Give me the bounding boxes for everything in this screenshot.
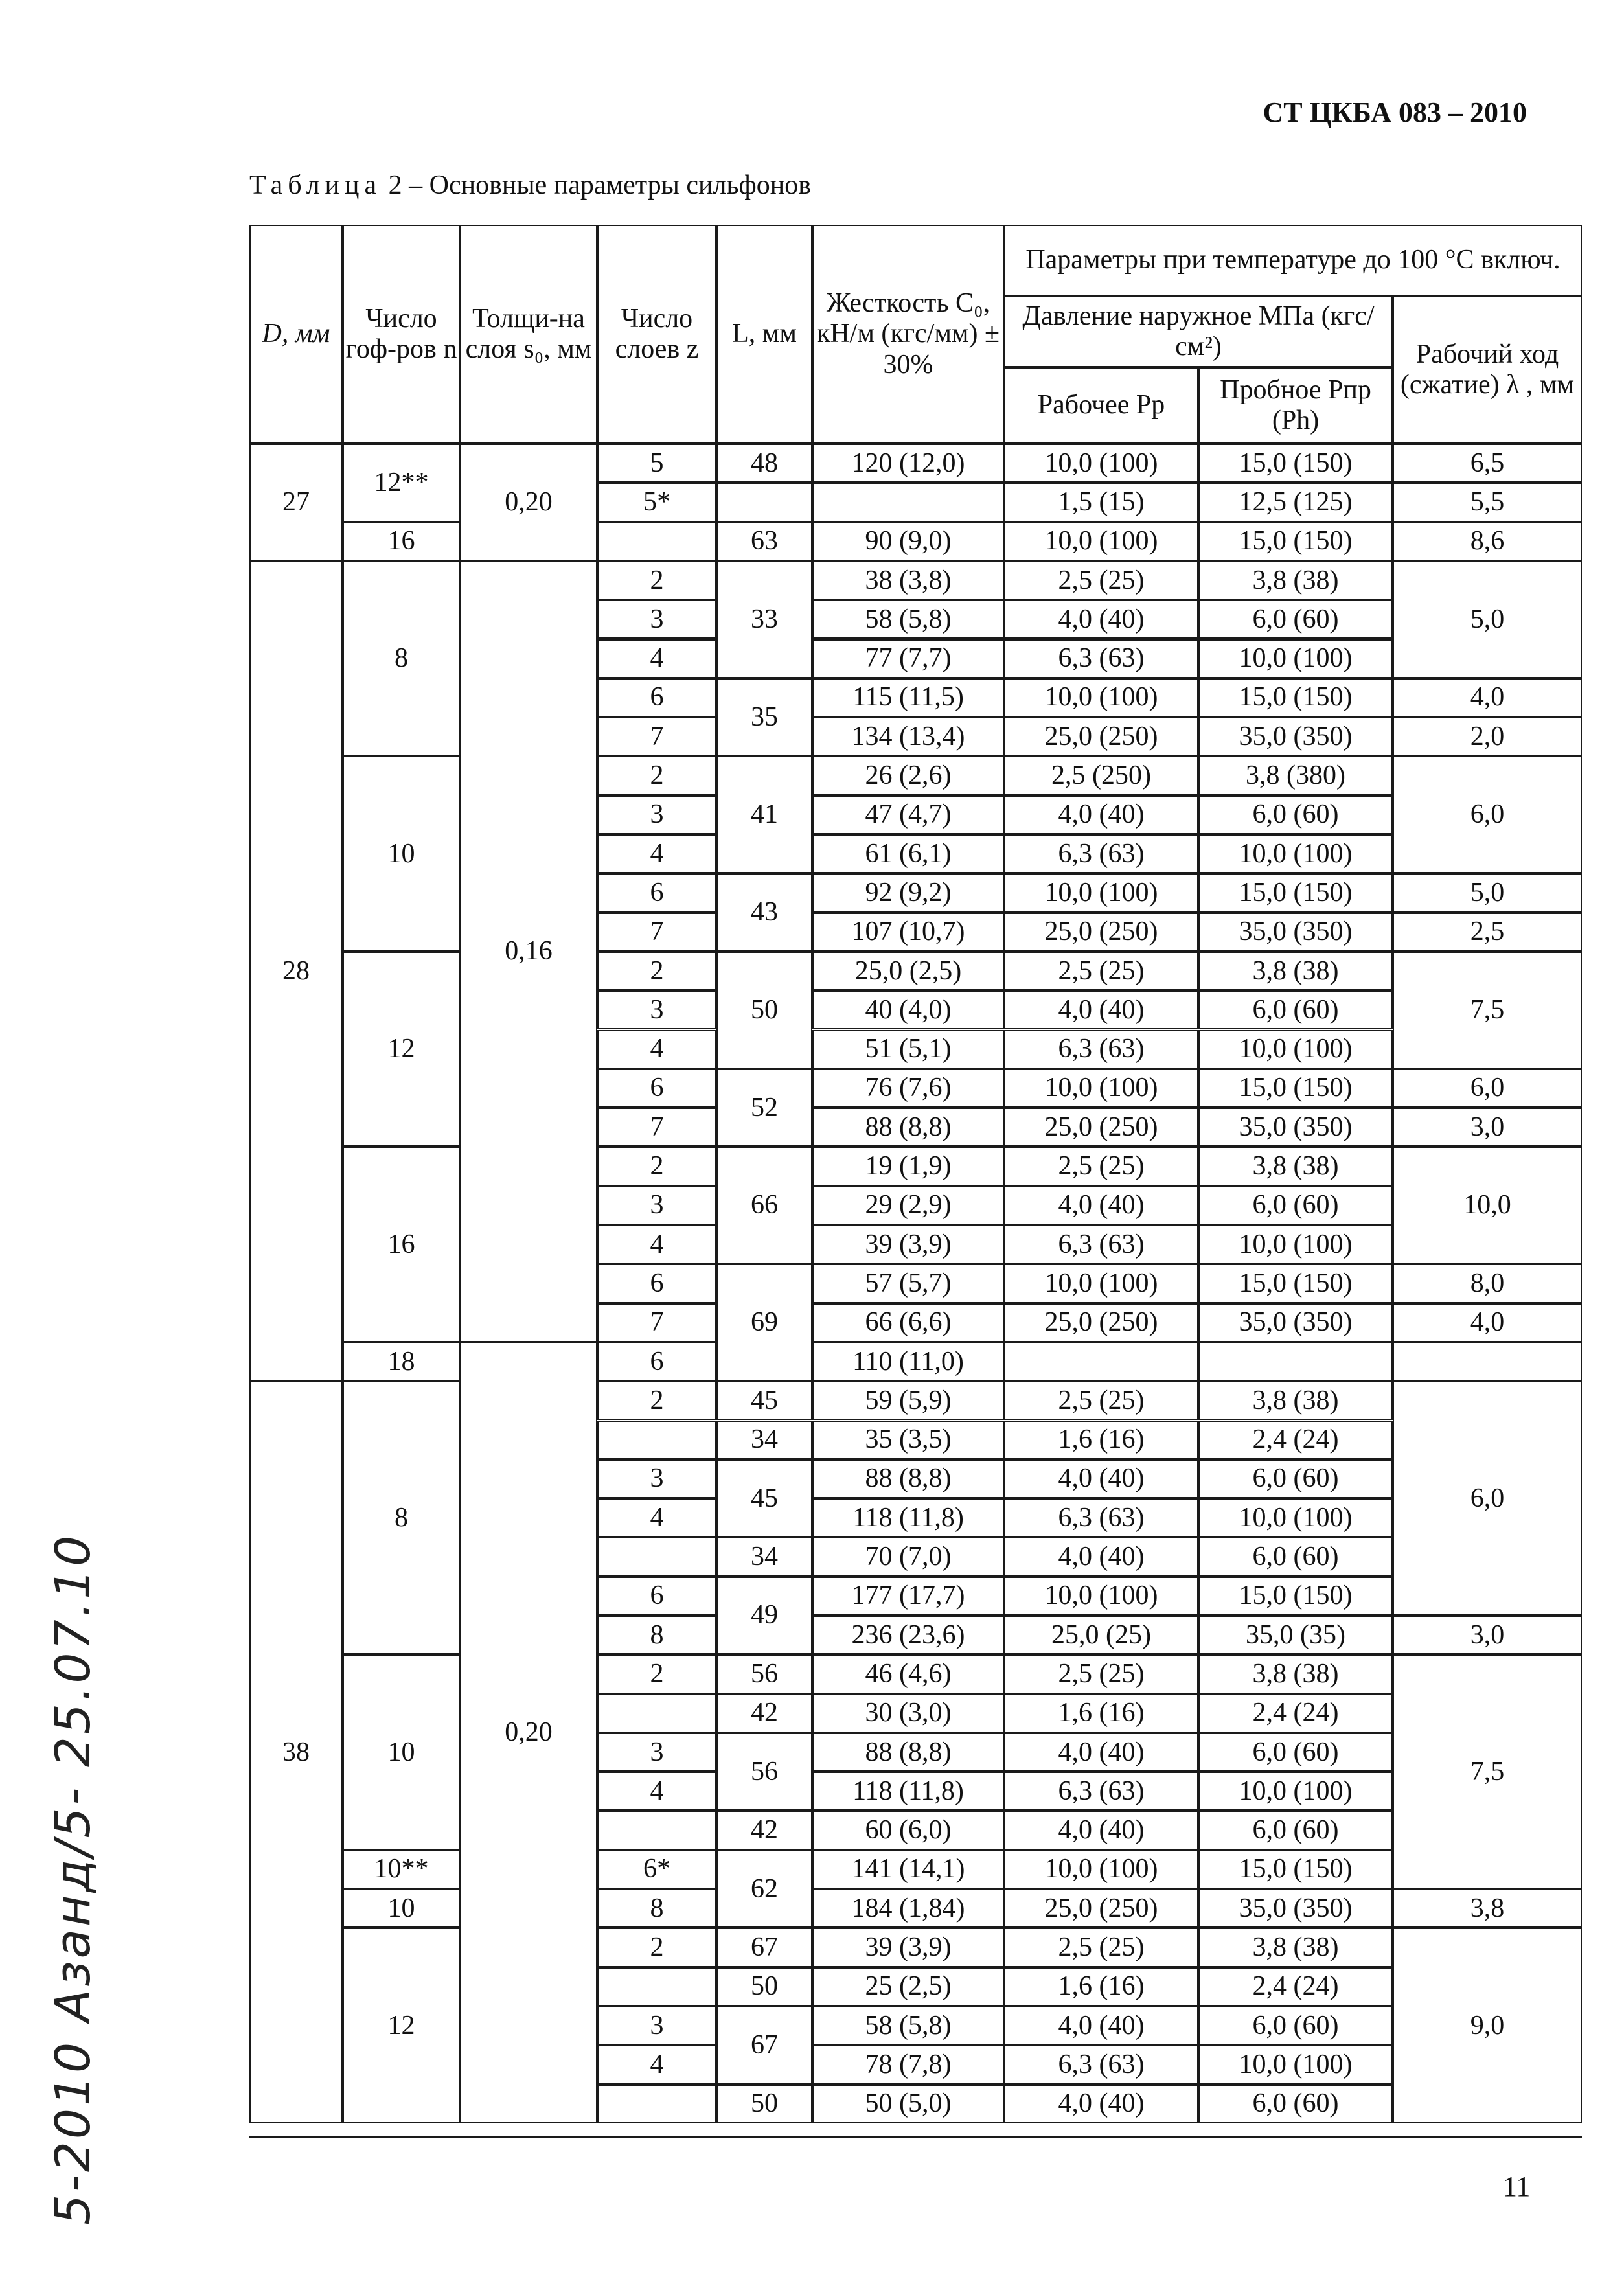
c0-value: 118 (11,8)	[812, 1498, 1004, 1537]
c0-value: 46 (4,6)	[812, 1654, 1004, 1693]
pp-value: 6,3 (63)	[1004, 1772, 1198, 1811]
ppr-value: 3,8 (38)	[1198, 1928, 1393, 1967]
pp-value	[1004, 1342, 1198, 1381]
n-value: 8	[343, 561, 460, 757]
header-l: L, мм	[716, 225, 812, 444]
pp-value: 4,0 (40)	[1004, 1459, 1198, 1498]
document-code: СТ ЦКБА 083 – 2010	[1263, 97, 1527, 128]
z-value: 7	[597, 913, 716, 952]
ppr-value: 10,0 (100)	[1198, 2045, 1393, 2084]
header-n: Число гоф-ров n	[343, 225, 460, 444]
ppr-value: 6,0 (60)	[1198, 1537, 1393, 1576]
z-value	[597, 1694, 716, 1733]
ppr-value: 6,0 (60)	[1198, 1186, 1393, 1225]
stroke-value: 5,0	[1393, 561, 1582, 678]
c0-value: 51 (5,1)	[812, 1030, 1004, 1069]
z-value: 2	[597, 1381, 716, 1420]
n-value: 10	[343, 1889, 460, 1928]
stroke-value: 7,5	[1393, 952, 1582, 1069]
z-value: 6	[597, 1264, 716, 1303]
ppr-value: 3,8 (38)	[1198, 1147, 1393, 1185]
z-value: 4	[597, 1498, 716, 1537]
c0-value	[812, 483, 1004, 521]
ppr-value: 15,0 (150)	[1198, 444, 1393, 483]
c0-value: 57 (5,7)	[812, 1264, 1004, 1303]
pp-value: 1,6 (16)	[1004, 1967, 1198, 2006]
c0-value: 236 (23,6)	[812, 1616, 1004, 1654]
c0-value: 39 (3,9)	[812, 1928, 1004, 1967]
stroke-value: 4,0	[1393, 678, 1582, 717]
pp-value: 6,3 (63)	[1004, 2045, 1198, 2084]
pp-value: 10,0 (100)	[1004, 678, 1198, 717]
c0-value: 120 (12,0)	[812, 444, 1004, 483]
z-value: 3	[597, 2006, 716, 2045]
pp-value: 4,0 (40)	[1004, 600, 1198, 639]
z-value: 4	[597, 1772, 716, 1811]
ppr-value: 6,0 (60)	[1198, 600, 1393, 639]
stroke-value: 2,5	[1393, 913, 1582, 952]
c0-value: 88 (8,8)	[812, 1733, 1004, 1772]
n-value: 16	[343, 522, 460, 561]
stroke-value: 8,0	[1393, 1264, 1582, 1303]
ppr-value: 35,0 (350)	[1198, 1108, 1393, 1147]
ppr-value	[1198, 1342, 1393, 1381]
pp-value: 2,5 (25)	[1004, 1381, 1198, 1420]
pp-value: 6,3 (63)	[1004, 639, 1198, 678]
pp-value: 10,0 (100)	[1004, 1850, 1198, 1889]
ppr-value: 3,8 (38)	[1198, 1654, 1393, 1693]
l-value: 45	[716, 1459, 812, 1538]
d-value: 28	[249, 561, 343, 1381]
pp-value: 4,0 (40)	[1004, 2006, 1198, 2045]
z-value: 3	[597, 990, 716, 1029]
parameters-table	[249, 225, 1582, 2137]
ppr-value: 2,4 (24)	[1198, 1421, 1393, 1459]
l-value: 56	[716, 1733, 812, 1811]
c0-value: 50 (5,0)	[812, 2085, 1004, 2123]
l-value: 50	[716, 1967, 812, 2006]
c0-value: 29 (2,9)	[812, 1186, 1004, 1225]
z-value: 5*	[597, 483, 716, 521]
ppr-value: 15,0 (150)	[1198, 1069, 1393, 1108]
ppr-value: 15,0 (150)	[1198, 522, 1393, 561]
pp-value: 10,0 (100)	[1004, 1069, 1198, 1108]
ppr-value: 6,0 (60)	[1198, 2006, 1393, 2045]
l-value	[716, 483, 812, 521]
l-value: 49	[716, 1577, 812, 1655]
stroke-value: 3,0	[1393, 1108, 1582, 1147]
c0-value: 70 (7,0)	[812, 1537, 1004, 1576]
header-pressure: Давление наружное МПа (кгс/см²)	[1004, 296, 1393, 367]
n-value: 8	[343, 1381, 460, 1654]
pp-value: 2,5 (25)	[1004, 1147, 1198, 1185]
z-value: 2	[597, 1147, 716, 1185]
c0-value: 39 (3,9)	[812, 1225, 1004, 1264]
c0-value: 58 (5,8)	[812, 2006, 1004, 2045]
pp-value: 10,0 (100)	[1004, 522, 1198, 561]
stroke-value: 10,0	[1393, 1147, 1582, 1264]
ppr-value: 10,0 (100)	[1198, 639, 1393, 678]
ppr-value: 10,0 (100)	[1198, 1030, 1393, 1069]
l-value: 34	[716, 1537, 812, 1576]
ppr-value: 10,0 (100)	[1198, 834, 1393, 873]
pp-value: 25,0 (250)	[1004, 1108, 1198, 1147]
pp-value: 10,0 (100)	[1004, 444, 1198, 483]
header-stroke: Рабочий ход (сжатие) λ , мм	[1393, 296, 1582, 444]
c0-value: 59 (5,9)	[812, 1381, 1004, 1420]
z-value: 4	[597, 2045, 716, 2084]
z-value: 3	[597, 1733, 716, 1772]
c0-value: 26 (2,6)	[812, 756, 1004, 795]
c0-value: 77 (7,7)	[812, 639, 1004, 678]
stroke-value	[1393, 1342, 1582, 1381]
pp-value: 1,6 (16)	[1004, 1694, 1198, 1733]
z-value: 4	[597, 639, 716, 678]
c0-value: 134 (13,4)	[812, 717, 1004, 756]
pp-value: 2,5 (250)	[1004, 756, 1198, 795]
ppr-value: 12,5 (125)	[1198, 483, 1393, 521]
z-value: 6	[597, 1577, 716, 1616]
stroke-value: 7,5	[1393, 1654, 1582, 1889]
l-value: 66	[716, 1147, 812, 1264]
ppr-value: 15,0 (150)	[1198, 1850, 1393, 1889]
pp-value: 4,0 (40)	[1004, 1186, 1198, 1225]
z-value: 8	[597, 1616, 716, 1654]
c0-value: 115 (11,5)	[812, 678, 1004, 717]
stroke-value: 6,5	[1393, 444, 1582, 483]
z-value: 7	[597, 1303, 716, 1342]
z-value: 2	[597, 1654, 716, 1693]
pp-value: 4,0 (40)	[1004, 1811, 1198, 1850]
pp-value: 2,5 (25)	[1004, 1928, 1198, 1967]
c0-value: 90 (9,0)	[812, 522, 1004, 561]
z-value	[597, 1967, 716, 2006]
z-value: 7	[597, 1108, 716, 1147]
ppr-value: 35,0 (350)	[1198, 1889, 1393, 1928]
stroke-value: 2,0	[1393, 717, 1582, 756]
z-value: 4	[597, 1030, 716, 1069]
z-value: 2	[597, 561, 716, 600]
d-value: 27	[249, 444, 343, 561]
ppr-value: 15,0 (150)	[1198, 1264, 1393, 1303]
z-value: 6	[597, 1342, 716, 1381]
z-value: 8	[597, 1889, 716, 1928]
c0-value: 40 (4,0)	[812, 990, 1004, 1029]
header-c0: Жесткость C₀, кН/м (кгс/мм) ± 30%	[812, 225, 1004, 444]
pp-value: 4,0 (40)	[1004, 795, 1198, 834]
pp-value: 25,0 (250)	[1004, 1303, 1198, 1342]
l-value: 50	[716, 952, 812, 1069]
header-s0: Толщи-на слоя s₀, мм	[460, 225, 597, 444]
s0-value: 0,16	[460, 561, 597, 1342]
ppr-value: 10,0 (100)	[1198, 1225, 1393, 1264]
ppr-value: 35,0 (350)	[1198, 717, 1393, 756]
z-value: 2	[597, 1928, 716, 1967]
stroke-value: 8,6	[1393, 522, 1582, 561]
z-value: 6*	[597, 1850, 716, 1889]
table-bottom-rule	[249, 2136, 1582, 2138]
s0-value: 0,20	[460, 1342, 597, 2123]
n-value: 12	[343, 1928, 460, 2123]
caption-text: 2 – Основные параметры сильфонов	[382, 170, 812, 200]
c0-value: 141 (14,1)	[812, 1850, 1004, 1889]
z-value: 6	[597, 678, 716, 717]
s0-value: 0,20	[460, 444, 597, 561]
ppr-value: 35,0 (350)	[1198, 1303, 1393, 1342]
pp-value: 25,0 (25)	[1004, 1616, 1198, 1654]
pp-value: 4,0 (40)	[1004, 990, 1198, 1029]
c0-value: 88 (8,8)	[812, 1108, 1004, 1147]
pp-value: 4,0 (40)	[1004, 1537, 1198, 1576]
stroke-value: 5,0	[1393, 873, 1582, 912]
pp-value: 1,6 (16)	[1004, 1421, 1198, 1459]
d-value: 38	[249, 1381, 343, 2123]
pp-value: 4,0 (40)	[1004, 1733, 1198, 1772]
c0-value: 25,0 (2,5)	[812, 952, 1004, 990]
table-caption	[249, 170, 811, 201]
z-value: 7	[597, 717, 716, 756]
l-value: 33	[716, 561, 812, 678]
ppr-value: 3,8 (38)	[1198, 1381, 1393, 1420]
ppr-value: 10,0 (100)	[1198, 1772, 1393, 1811]
ppr-value: 3,8 (38)	[1198, 952, 1393, 990]
pp-value: 25,0 (250)	[1004, 1889, 1198, 1928]
z-value: 3	[597, 1459, 716, 1498]
c0-value: 118 (11,8)	[812, 1772, 1004, 1811]
stroke-value: 3,8	[1393, 1889, 1582, 1928]
c0-value: 35 (3,5)	[812, 1421, 1004, 1459]
c0-value: 47 (4,7)	[812, 795, 1004, 834]
stroke-value: 6,0	[1393, 756, 1582, 873]
z-value: 3	[597, 1186, 716, 1225]
n-value: 10**	[343, 1850, 460, 1889]
pp-value: 25,0 (250)	[1004, 913, 1198, 952]
stroke-value: 5,5	[1393, 483, 1582, 521]
z-value: 4	[597, 834, 716, 873]
z-value: 2	[597, 952, 716, 990]
l-value: 52	[716, 1069, 812, 1147]
pp-value: 2,5 (25)	[1004, 561, 1198, 600]
c0-value: 38 (3,8)	[812, 561, 1004, 600]
l-value: 41	[716, 756, 812, 873]
pp-value: 6,3 (63)	[1004, 834, 1198, 873]
c0-value: 107 (10,7)	[812, 913, 1004, 952]
ppr-value: 6,0 (60)	[1198, 1459, 1393, 1498]
c0-value: 184 (1,84)	[812, 1889, 1004, 1928]
l-value: 34	[716, 1421, 812, 1459]
pp-value: 6,3 (63)	[1004, 1498, 1198, 1537]
l-value: 67	[716, 2006, 812, 2085]
c0-value: 30 (3,0)	[812, 1694, 1004, 1733]
ppr-value: 3,8 (38)	[1198, 561, 1393, 600]
header-z: Число слоев z	[597, 225, 716, 444]
n-value: 12**	[343, 444, 460, 522]
pp-value: 2,5 (25)	[1004, 952, 1198, 990]
pp-value: 2,5 (25)	[1004, 1654, 1198, 1693]
z-value: 6	[597, 873, 716, 912]
c0-value: 25 (2,5)	[812, 1967, 1004, 2006]
n-value: 12	[343, 952, 460, 1147]
pp-value: 10,0 (100)	[1004, 873, 1198, 912]
ppr-value: 6,0 (60)	[1198, 990, 1393, 1029]
header-ppr: Пробное Pпр (Ph)	[1198, 367, 1393, 444]
c0-value: 76 (7,6)	[812, 1069, 1004, 1108]
z-value	[597, 1537, 716, 1576]
ppr-value: 15,0 (150)	[1198, 678, 1393, 717]
c0-value: 66 (6,6)	[812, 1303, 1004, 1342]
c0-value: 19 (1,9)	[812, 1147, 1004, 1185]
n-value: 16	[343, 1147, 460, 1342]
ppr-value: 6,0 (60)	[1198, 2085, 1393, 2123]
ppr-value: 15,0 (150)	[1198, 1577, 1393, 1616]
z-value: 3	[597, 795, 716, 834]
l-value: 62	[716, 1850, 812, 1928]
header-params: Параметры при температуре до 100 °С включ.	[1004, 225, 1582, 296]
z-value: 4	[597, 1225, 716, 1264]
ppr-value: 6,0 (60)	[1198, 1733, 1393, 1772]
l-value: 67	[716, 1928, 812, 1967]
z-value	[597, 1811, 716, 1850]
c0-value: 61 (6,1)	[812, 834, 1004, 873]
l-value: 42	[716, 1694, 812, 1733]
l-value: 48	[716, 444, 812, 483]
stroke-value: 9,0	[1393, 1928, 1582, 2123]
pp-value: 1,5 (15)	[1004, 483, 1198, 521]
ppr-value: 10,0 (100)	[1198, 1498, 1393, 1537]
caption-word: Таблица	[249, 170, 382, 200]
pp-value: 6,3 (63)	[1004, 1225, 1198, 1264]
l-value: 43	[716, 873, 812, 952]
ppr-value: 6,0 (60)	[1198, 1811, 1393, 1850]
ppr-value: 35,0 (35)	[1198, 1616, 1393, 1654]
stroke-value: 3,0	[1393, 1616, 1582, 1654]
z-value	[597, 522, 716, 561]
c0-value: 92 (9,2)	[812, 873, 1004, 912]
page-number: 11	[1503, 2171, 1531, 2202]
z-value	[597, 2085, 716, 2123]
z-value: 3	[597, 600, 716, 639]
l-value: 56	[716, 1654, 812, 1693]
l-value: 63	[716, 522, 812, 561]
handwritten-stamp: 5-2010 Азанд/5- 25.07.10	[45, 1533, 101, 2225]
l-value: 45	[716, 1381, 812, 1420]
stroke-value: 4,0	[1393, 1303, 1582, 1342]
c0-value: 60 (6,0)	[812, 1811, 1004, 1850]
pp-value: 10,0 (100)	[1004, 1264, 1198, 1303]
z-value: 2	[597, 756, 716, 795]
ppr-value: 3,8 (380)	[1198, 756, 1393, 795]
c0-value: 58 (5,8)	[812, 600, 1004, 639]
c0-value: 110 (11,0)	[812, 1342, 1004, 1381]
header-d: D, мм	[249, 225, 343, 444]
c0-value: 88 (8,8)	[812, 1459, 1004, 1498]
c0-value: 177 (17,7)	[812, 1577, 1004, 1616]
ppr-value: 15,0 (150)	[1198, 873, 1393, 912]
l-value: 50	[716, 2085, 812, 2123]
stroke-value: 6,0	[1393, 1381, 1582, 1616]
pp-value: 25,0 (250)	[1004, 717, 1198, 756]
l-value: 42	[716, 1811, 812, 1850]
n-value: 10	[343, 1654, 460, 1850]
ppr-value: 6,0 (60)	[1198, 795, 1393, 834]
stroke-value: 6,0	[1393, 1069, 1582, 1108]
l-value: 35	[716, 678, 812, 757]
pp-value: 4,0 (40)	[1004, 2085, 1198, 2123]
pp-value: 6,3 (63)	[1004, 1030, 1198, 1069]
header-pp: Рабочее Pр	[1004, 367, 1198, 444]
z-value: 6	[597, 1069, 716, 1108]
n-value: 10	[343, 756, 460, 952]
ppr-value: 35,0 (350)	[1198, 913, 1393, 952]
pp-value: 10,0 (100)	[1004, 1577, 1198, 1616]
z-value	[597, 1421, 716, 1459]
ppr-value: 2,4 (24)	[1198, 1694, 1393, 1733]
ppr-value: 2,4 (24)	[1198, 1967, 1393, 2006]
z-value: 5	[597, 444, 716, 483]
l-value: 69	[716, 1264, 812, 1381]
c0-value: 78 (7,8)	[812, 2045, 1004, 2084]
n-value: 18	[343, 1342, 460, 1381]
